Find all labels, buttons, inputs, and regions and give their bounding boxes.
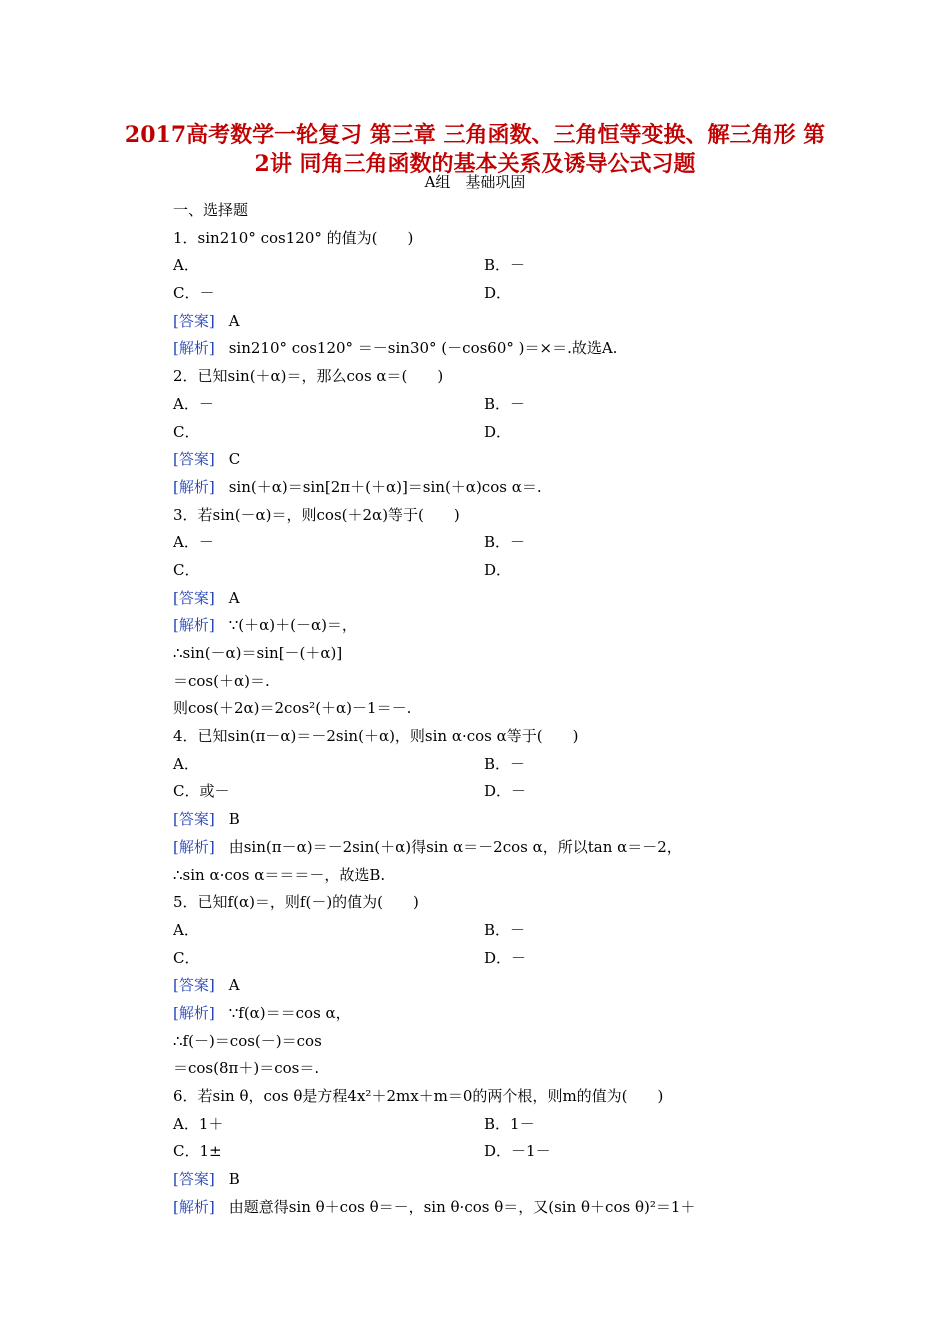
option-a: A．: [173, 754, 199, 773]
answer-tag: [答案]: [173, 311, 215, 330]
option-d: D．－: [484, 782, 527, 801]
option-row: [173, 529, 823, 557]
exercise-list: [173, 197, 823, 1221]
analysis-line: [173, 335, 823, 363]
option-row: [173, 280, 823, 308]
option-row: [173, 1138, 823, 1166]
option-b: B．1－: [484, 1114, 535, 1133]
option-c: C．1±: [173, 1142, 222, 1161]
analysis-continuation: ＝cos(＋α)＝.: [173, 671, 270, 690]
analysis-tag: [解析]: [173, 1003, 215, 1022]
answer-value: A: [228, 311, 240, 330]
option-b: B．－: [484, 533, 526, 552]
option-b: B．－: [484, 754, 526, 773]
analysis-text: ∵f(α)＝＝cos α，: [228, 1003, 351, 1022]
option-d: D．: [484, 284, 512, 303]
option-d: D．: [484, 422, 512, 441]
analysis-line: [173, 474, 823, 502]
analysis-tag: [解析]: [173, 339, 215, 358]
option-a: A．: [173, 920, 199, 939]
group-heading: A组 基础巩固: [424, 173, 526, 191]
answer-line: [173, 972, 823, 1000]
answer-tag: [答案]: [173, 450, 215, 469]
answer-line: [173, 1166, 823, 1194]
answer-value: B: [228, 1170, 240, 1189]
analysis-text: sin210° cos120° ＝－sin30° (－cos60° )＝×＝.故选A.: [228, 339, 618, 358]
analysis-continuation: 则cos(＋2α)＝2cos²(＋α)－1＝－.: [173, 699, 412, 718]
question-stem: 2．已知sin(＋α)＝，那么cos α＝( ): [173, 367, 444, 386]
option-d: D．－1－: [484, 1142, 551, 1161]
option-row: [173, 945, 823, 973]
answer-line: [173, 308, 823, 336]
analysis-continuation: ∴f(－)＝cos(－)＝cos: [173, 1031, 322, 1050]
analysis-text: 由sin(π－α)＝－2sin(＋α)得sin α＝－2cos α，所以tan α＝－2，: [228, 837, 682, 856]
analysis-line: [173, 834, 823, 862]
answer-tag: [答案]: [173, 1170, 215, 1189]
answer-value: A: [228, 588, 240, 607]
answer-line: [173, 585, 823, 613]
option-c: C．: [173, 422, 200, 441]
analysis-tag: [解析]: [173, 477, 215, 496]
answer-value: B: [228, 810, 240, 829]
option-a: A．: [173, 256, 199, 275]
analysis-text: 由题意得sin θ＋cos θ＝－，sin θ·cos θ＝，又(sin θ＋cos θ)²＝1＋: [228, 1197, 696, 1216]
answer-tag: [答案]: [173, 588, 215, 607]
analysis-text: ∵(＋α)＋(－α)＝，: [228, 616, 357, 635]
option-d: D．: [484, 560, 512, 579]
analysis-continuation: ∴sin(－α)＝sin[－(＋α)]: [173, 644, 343, 662]
question-stem: 3．若sin(－α)＝，则cos(＋2α)等于( ): [173, 505, 460, 524]
option-c: C．: [173, 948, 200, 967]
option-b: B．－: [484, 920, 526, 939]
answer-tag: [答案]: [173, 976, 215, 995]
option-a: A．1＋: [173, 1114, 224, 1133]
option-b: B．－: [484, 394, 526, 413]
option-a: A．－: [173, 394, 214, 413]
analysis-tag: [解析]: [173, 837, 215, 856]
option-row: [173, 557, 823, 585]
answer-value: C: [228, 450, 241, 469]
option-c: C．: [173, 560, 200, 579]
option-d: D．－: [484, 948, 527, 967]
question-stem: 1．sin210° cos120° 的值为( ): [173, 228, 414, 247]
option-row: [173, 751, 823, 779]
analysis-tag: [解析]: [173, 616, 215, 635]
option-a: A．－: [173, 533, 214, 552]
answer-tag: [答案]: [173, 810, 215, 829]
section-heading: 一、选择题: [173, 201, 249, 219]
analysis-continuation: ＝cos(8π＋)＝cos＝.: [173, 1059, 320, 1078]
option-row: [173, 419, 823, 447]
option-b: B．－: [484, 256, 526, 275]
option-row: [173, 917, 823, 945]
question-stem: 5．已知f(α)＝，则f(－)的值为( ): [173, 893, 419, 912]
option-row: [173, 778, 823, 806]
answer-line: [173, 446, 823, 474]
option-row: [173, 1111, 823, 1139]
answer-line: [173, 806, 823, 834]
analysis-line: [173, 1000, 823, 1028]
answer-value: A: [228, 976, 240, 995]
option-c: C．－: [173, 284, 215, 303]
question-stem: 4．已知sin(π－α)＝－2sin(＋α)，则sin α·cos α等于( ): [173, 727, 579, 746]
analysis-tag: [解析]: [173, 1197, 215, 1216]
analysis-line: [173, 612, 823, 640]
analysis-line: [173, 1194, 823, 1222]
question-stem: 6．若sin θ，cos θ是方程4x²＋2mx＋m＝0的两个根，则m的值为( ): [173, 1087, 664, 1105]
analysis-continuation: ∴sin α·cos α＝＝＝－，故选B.: [173, 865, 386, 884]
analysis-text: sin(＋α)＝sin[2π＋(＋α)]＝sin(＋α)cos α＝.: [228, 477, 542, 496]
option-row: [173, 252, 823, 280]
document-title: 2017高考数学一轮复习 第三章 三角函数、三角恒等变换、解三角形 第2讲 同角三角函数的基本关系及诱导公式习题: [124, 122, 826, 177]
option-row: [173, 391, 823, 419]
option-c: C．或－: [173, 782, 230, 801]
